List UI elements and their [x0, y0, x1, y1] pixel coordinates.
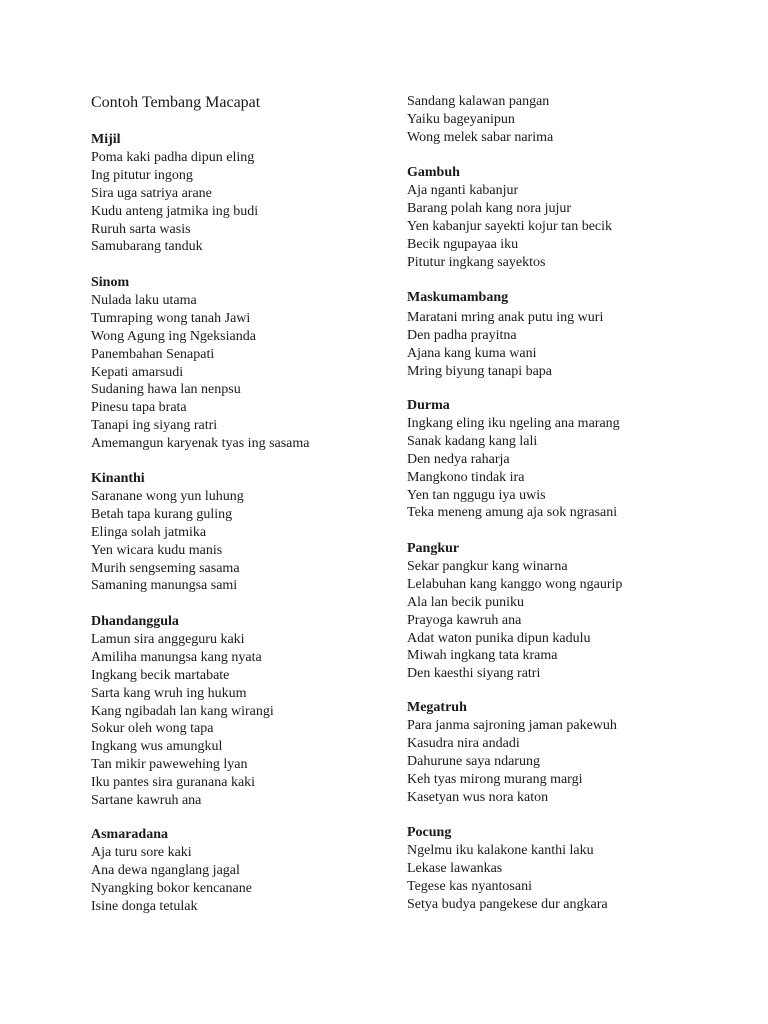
- section-pangkur: [407, 540, 622, 683]
- verse-lines: [407, 558, 622, 683]
- verse-line: Barang polah kang nora jujur: [407, 200, 572, 216]
- section-asmaradana: [91, 826, 252, 916]
- verse-line: Mangkono tindak ira: [407, 469, 525, 485]
- verse-line: Ingkang eling iku ngeling ana marang: [407, 416, 620, 431]
- document-title: Contoh Tembang Macapat: [91, 94, 261, 111]
- verse-line: Nyangking bokor kencanane: [91, 880, 252, 896]
- verse-line: Lamun sira anggeguru kaki: [91, 632, 245, 647]
- verse-line: Ingkang becik martabate: [91, 667, 230, 683]
- verse-line: Mring biyung tanapi bapa: [407, 363, 553, 379]
- verse-line: Keh tyas mirong murang margi: [407, 771, 583, 787]
- verse-line: Amiliha manungsa kang nyata: [91, 649, 262, 665]
- verse-line: Sanak kadang kang lali: [407, 433, 538, 449]
- verse-line: Yen tan nggugu iya uwis: [407, 487, 546, 503]
- verse-line: Yaiku bageyanipun: [407, 111, 515, 127]
- section-mijil: [91, 131, 258, 256]
- verse-line: Prayoga kawruh ana: [407, 612, 522, 628]
- verse-lines: [407, 93, 553, 147]
- section-title: Durma: [407, 398, 450, 413]
- verse-line: Wong melek sabar narima: [407, 129, 554, 145]
- verse-line: Den padha prayitna: [407, 327, 517, 343]
- verse-line: Sira uga satriya arane: [91, 185, 212, 201]
- section-maskumambang: [407, 289, 603, 381]
- verse-line: Kasetyan wus nora katon: [407, 789, 549, 805]
- verse-line: Tumraping wong tanah Jawi: [91, 310, 251, 326]
- verse-lines: [91, 292, 310, 453]
- section-dhandanggula: [91, 613, 274, 810]
- verse-lines: [407, 182, 612, 271]
- verse-line: Ing pitutur ingong: [91, 167, 193, 183]
- section-title: Maskumambang: [407, 290, 509, 305]
- verse-line: Kang ngibadah lan kang wirangi: [91, 703, 274, 719]
- section-durma: [407, 397, 620, 522]
- section-pocung: [407, 824, 608, 914]
- verse-line: Sarta kang wruh ing hukum: [91, 685, 247, 701]
- section-title: Dhandanggula: [91, 614, 179, 629]
- verse-line: Iku pantes sira guranana kaki: [91, 775, 256, 791]
- verse-line: Tanapi ing siyang ratri: [91, 418, 218, 434]
- verse-line: Yen kabanjur sayekti kojur tan becik: [407, 218, 613, 234]
- section-title: Asmaradana: [91, 827, 169, 842]
- section-sinom: [91, 274, 310, 453]
- verse-line: Isine donga tetulak: [91, 898, 198, 914]
- verse-line: Adat waton punika dipun kadulu: [407, 630, 591, 646]
- verse-line: Ala lan becik puniku: [407, 594, 525, 610]
- verse-line: Sekar pangkur kang winarna: [407, 559, 568, 574]
- verse-lines: [407, 309, 603, 381]
- continued-verse: [407, 93, 553, 147]
- section-gambuh: [407, 164, 612, 271]
- verse-line: Becik ngupayaa iku: [407, 236, 519, 252]
- section-title: Mijil: [91, 132, 121, 147]
- verse-line: Setya budya pangekese dur angkara: [407, 896, 608, 912]
- verse-line: Saranane wong yun luhung: [91, 489, 244, 504]
- verse-line: Kudu anteng jatmika ing budi: [91, 203, 259, 219]
- verse-line: Kasudra nira andadi: [407, 735, 520, 751]
- verse-lines: [91, 631, 274, 810]
- verse-line: Nulada laku utama: [91, 293, 197, 308]
- verse-line: Pinesu tapa brata: [91, 400, 187, 416]
- verse-line: Murih sengseming sasama: [91, 560, 240, 576]
- section-title: Kinanthi: [91, 471, 145, 486]
- verse-lines: [407, 842, 608, 914]
- verse-line: Sokur oleh wong tapa: [91, 721, 214, 737]
- section-megatruh: [407, 699, 617, 806]
- verse-line: Ingkang wus amungkul: [91, 739, 223, 755]
- section-title: Pangkur: [407, 541, 460, 556]
- verse-line: Samaning manungsa sami: [91, 578, 238, 594]
- verse-line: Para janma sajroning jaman pakewuh: [407, 718, 617, 733]
- verse-line: Aja nganti kabanjur: [407, 183, 519, 198]
- verse-line: Pitutur ingkang sayektos: [407, 254, 546, 270]
- verse-line: Ruruh sarta wasis: [91, 221, 191, 237]
- verse-line: Tan mikir pawewehing lyan: [91, 757, 248, 773]
- verse-lines: [91, 488, 244, 595]
- verse-lines: [407, 717, 617, 806]
- verse-line: Ajana kang kuma wani: [407, 345, 537, 361]
- verse-lines: [91, 149, 258, 256]
- verse-line: Den kaesthi siyang ratri: [407, 666, 541, 682]
- verse-line: Yen wicara kudu manis: [91, 542, 223, 558]
- verse-line: Wong Agung ing Ngeksianda: [91, 328, 256, 344]
- verse-line: Kepati amarsudi: [91, 364, 184, 380]
- verse-lines: [407, 415, 620, 522]
- verse-line: Elinga solah jatmika: [91, 524, 207, 540]
- verse-line: Maratani mring anak putu ing wuri: [407, 310, 604, 325]
- verse-line: Betah tapa kurang guling: [91, 506, 233, 522]
- verse-line: Poma kaki padha dipun eling: [91, 150, 255, 165]
- verse-line: Panembahan Senapati: [91, 346, 215, 362]
- section-title: Gambuh: [407, 165, 460, 180]
- section-kinanthi: [91, 470, 244, 595]
- verse-line: Samubarang tanduk: [91, 239, 203, 255]
- verse-line: Sandang kalawan pangan: [407, 94, 550, 109]
- verse-line: Ana dewa nganglang jagal: [91, 862, 240, 878]
- verse-line: Teka meneng amung aja sok ngrasani: [407, 505, 618, 521]
- verse-line: Ngelmu iku kalakone kanthi laku: [407, 843, 594, 858]
- verse-line: Dahurune saya ndarung: [407, 753, 540, 769]
- verse-line: Aja turu sore kaki: [91, 845, 192, 860]
- verse-lines: [91, 844, 252, 916]
- verse-line: Amemangun karyenak tyas ing sasama: [91, 436, 310, 452]
- section-title: Megatruh: [407, 700, 467, 715]
- verse-line: Miwah ingkang tata krama: [407, 648, 558, 664]
- section-title: Sinom: [91, 275, 130, 290]
- section-title: Pocung: [407, 825, 452, 840]
- verse-line: Lekase lawankas: [407, 860, 503, 876]
- verse-line: Lelabuhan kang kanggo wong ngaurip: [407, 576, 623, 592]
- verse-line: Sartane kawruh ana: [91, 793, 202, 809]
- verse-line: Tegese kas nyantosani: [407, 878, 532, 894]
- verse-line: Sudaning hawa lan nenpsu: [91, 382, 241, 398]
- verse-line: Den nedya raharja: [407, 451, 510, 467]
